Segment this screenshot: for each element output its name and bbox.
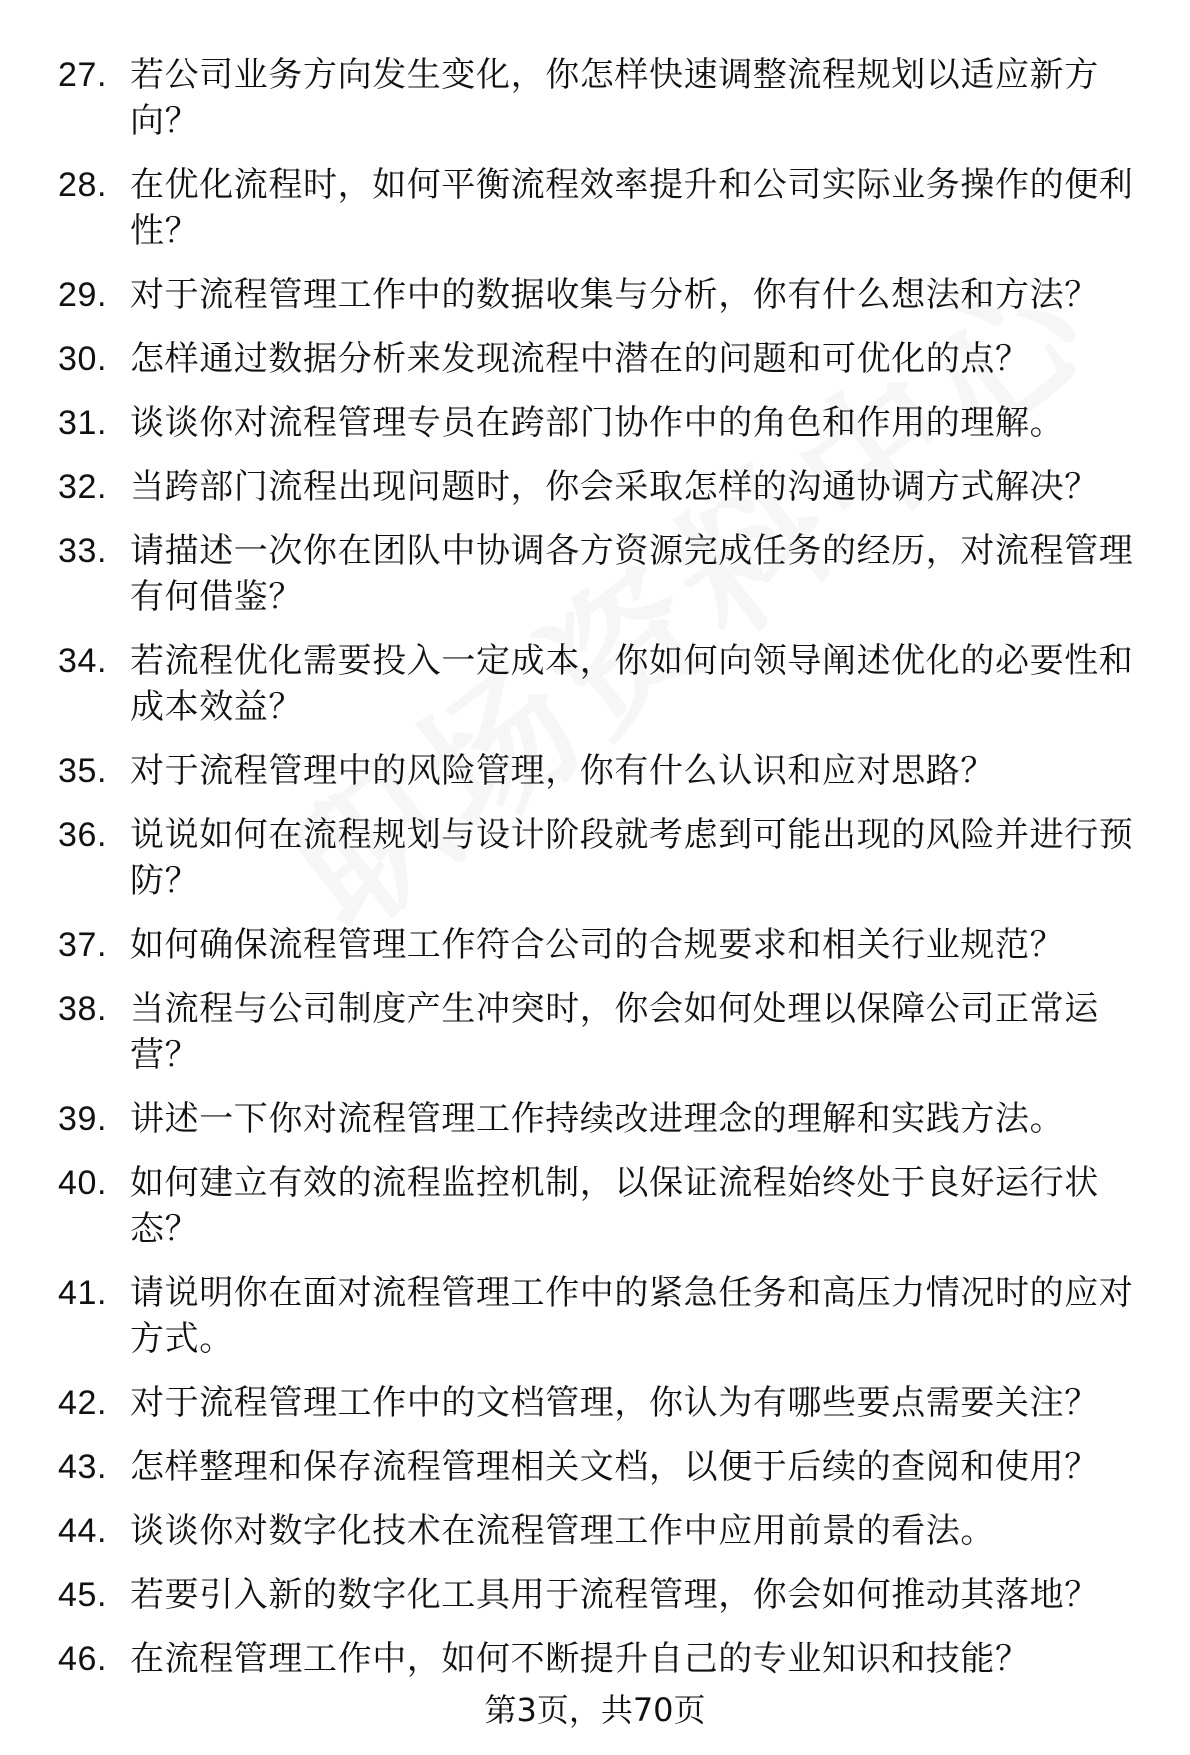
question-item [58, 464, 1148, 510]
question-number: 39. [58, 1100, 108, 1138]
page-footer: 第3页，共70页 [484, 1691, 706, 1729]
question-text: 若要引入新的数字化工具用于流程管理，你会如何推动其落地？ [130, 1575, 1099, 1615]
question-number: 36. [58, 816, 108, 854]
question-item [58, 1096, 1148, 1142]
question-text: 在优化流程时，如何平衡流程效率提升和公司实际业务操作的便利性？ [130, 165, 1134, 251]
question-item [58, 812, 1148, 904]
question-item [58, 638, 1148, 730]
question-number: 35. [58, 752, 108, 790]
question-item [58, 1572, 1148, 1618]
question-text: 怎样整理和保存流程管理相关文档，以便于后续的查阅和使用？ [130, 1447, 1099, 1487]
question-text: 请说明你在面对流程管理工作中的紧急任务和高压力情况时的应对方式。 [130, 1273, 1134, 1359]
question-number: 27. [58, 56, 108, 94]
question-item [58, 1444, 1148, 1490]
question-text: 对于流程管理工作中的数据收集与分析，你有什么想法和方法？ [130, 275, 1099, 315]
question-item [58, 400, 1148, 446]
question-text: 如何确保流程管理工作符合公司的合规要求和相关行业规范？ [130, 925, 1065, 965]
question-text: 当跨部门流程出现问题时，你会采取怎样的沟通协调方式解决？ [130, 467, 1099, 507]
question-list [58, 52, 1148, 1700]
question-text: 谈谈你对数字化技术在流程管理工作中应用前景的看法。 [130, 1511, 995, 1551]
question-number: 45. [58, 1576, 108, 1614]
question-number: 41. [58, 1274, 108, 1312]
question-item [58, 922, 1148, 968]
question-number: 42. [58, 1384, 108, 1422]
question-text: 请描述一次你在团队中协调各方资源完成任务的经历，对流程管理有何借鉴？ [130, 531, 1134, 617]
question-item [58, 1636, 1148, 1682]
question-item [58, 528, 1148, 620]
question-number: 34. [58, 642, 108, 680]
question-item [58, 52, 1148, 144]
question-number: 28. [58, 166, 108, 204]
question-text: 对于流程管理工作中的文档管理，你认为有哪些要点需要关注？ [130, 1383, 1099, 1423]
question-number: 43. [58, 1448, 108, 1486]
question-text: 若公司业务方向发生变化，你怎样快速调整流程规划以适应新方向？ [130, 55, 1099, 141]
question-item [58, 162, 1148, 254]
question-text: 怎样通过数据分析来发现流程中潜在的问题和可优化的点？ [130, 339, 1030, 379]
question-number: 30. [58, 340, 108, 378]
question-text: 若流程优化需要投入一定成本，你如何向领导阐述优化的必要性和成本效益？ [130, 641, 1134, 727]
question-number: 33. [58, 532, 108, 570]
question-item [58, 748, 1148, 794]
question-item [58, 1380, 1148, 1426]
question-text: 谈谈你对流程管理专员在跨部门协作中的角色和作用的理解。 [130, 403, 1065, 443]
question-text: 如何建立有效的流程监控机制，以保证流程始终处于良好运行状态？ [130, 1163, 1099, 1249]
question-item [58, 336, 1148, 382]
question-number: 40. [58, 1164, 108, 1202]
question-number: 31. [58, 404, 108, 442]
question-item [58, 1508, 1148, 1554]
question-text: 在流程管理工作中，如何不断提升自己的专业知识和技能？ [130, 1639, 1030, 1679]
question-number: 32. [58, 468, 108, 506]
question-number: 38. [58, 990, 108, 1028]
question-number: 37. [58, 926, 108, 964]
question-item [58, 986, 1148, 1078]
question-item [58, 1160, 1148, 1252]
question-item [58, 272, 1148, 318]
question-text: 说说如何在流程规划与设计阶段就考虑到可能出现的风险并进行预防？ [130, 815, 1134, 901]
question-number: 44. [58, 1512, 108, 1550]
question-item [58, 1270, 1148, 1362]
question-text: 对于流程管理中的风险管理，你有什么认识和应对思路？ [130, 751, 995, 791]
question-text: 当流程与公司制度产生冲突时，你会如何处理以保障公司正常运营？ [130, 989, 1099, 1075]
question-text: 讲述一下你对流程管理工作持续改进理念的理解和实践方法。 [130, 1099, 1065, 1139]
question-number: 29. [58, 276, 108, 314]
question-number: 46. [58, 1640, 108, 1678]
